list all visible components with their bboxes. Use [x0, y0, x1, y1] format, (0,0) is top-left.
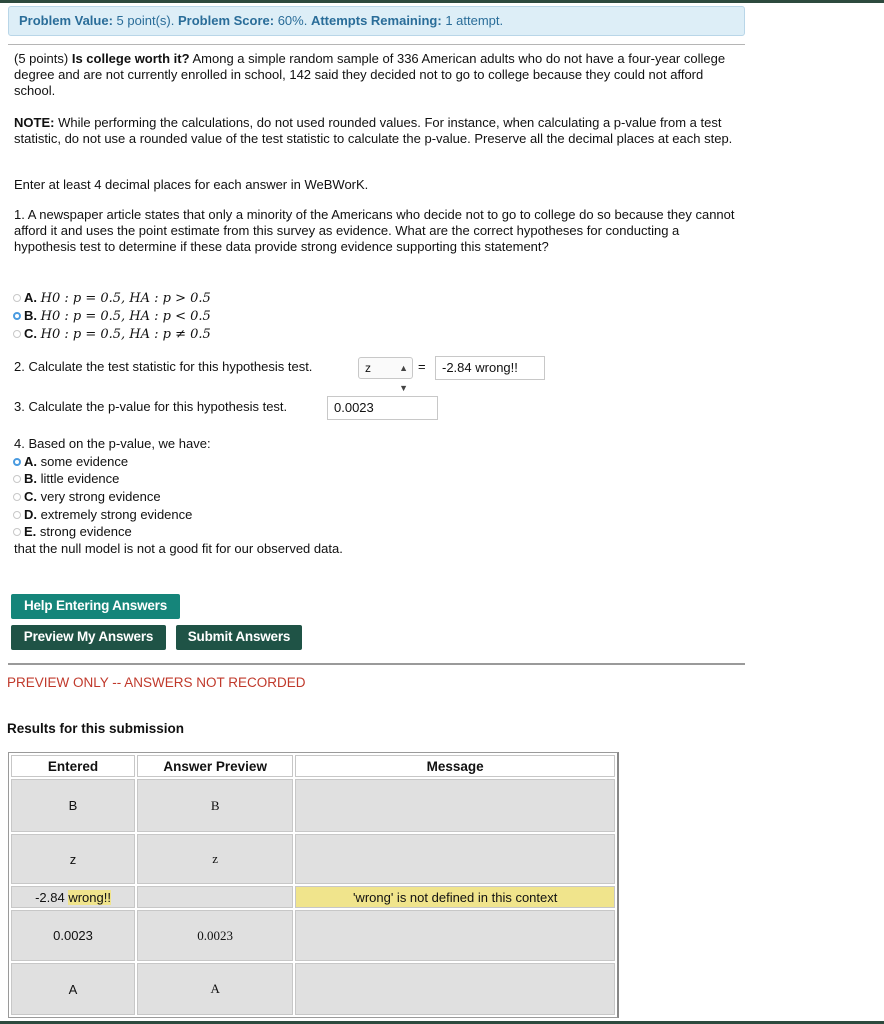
option-text: H0 : p = 0.5, HA : p > 0.5 [40, 291, 211, 306]
option-text: very strong evidence [40, 489, 161, 504]
entered-cell: B [11, 779, 135, 832]
top-bar [0, 0, 884, 3]
note [14, 115, 740, 147]
q3-text: 3. Calculate the p-value for this hypothesis test. [14, 399, 288, 414]
radio-icon[interactable] [13, 493, 21, 501]
option-text: little evidence [40, 471, 120, 486]
entered-cell: z [11, 834, 135, 884]
entered-cell: A [11, 963, 135, 1015]
header-answer-preview: Answer Preview [137, 755, 293, 777]
option-letter: B. [24, 471, 37, 486]
select-value: z [365, 361, 371, 375]
q4-option-b[interactable] [13, 470, 119, 487]
radio-icon[interactable] [13, 475, 21, 483]
option-letter: A. [24, 454, 37, 469]
option-letter: C. [24, 489, 37, 504]
table-header-row [11, 755, 615, 777]
preview-cell: 0.0023 [137, 910, 293, 961]
q1-option-b[interactable] [13, 307, 211, 324]
results-title: Results for this submission [7, 721, 185, 736]
q4-option-a[interactable] [13, 453, 128, 470]
attempts-label: Attempts Remaining: [310, 13, 442, 28]
message-cell [295, 779, 615, 832]
option-letter: C. [24, 326, 37, 341]
value-label: Problem Value: [19, 13, 113, 28]
q2-text: 2. Calculate the test statistic for this hypothesis test. [14, 359, 313, 374]
q4-option-c[interactable] [13, 488, 161, 505]
radio-icon[interactable] [13, 528, 21, 536]
radio-icon[interactable] [13, 294, 21, 302]
option-letter: A. [24, 290, 37, 305]
option-letter: E. [24, 524, 37, 539]
preview-notice: PREVIEW ONLY -- ANSWERS NOT RECORDED [7, 675, 306, 690]
table-row [11, 779, 615, 832]
entered-cell [11, 886, 135, 908]
message-cell [295, 963, 615, 1015]
q1-option-c[interactable] [13, 325, 211, 342]
help-entering-answers-button[interactable]: Help Entering Answers [11, 594, 180, 619]
score: 60%. [277, 13, 308, 28]
q4-tail: that the null model is not a good fit for our observed data. [14, 541, 343, 556]
entered-value: -2.84 [35, 889, 65, 905]
statistic-select[interactable] [358, 357, 413, 393]
attempts: 1 attempt. [445, 13, 504, 28]
entered-cell: 0.0023 [11, 910, 135, 961]
value: 5 point(s). [116, 13, 175, 28]
decimals-instruction: Enter at least 4 decimal places for each answer in WeBWorK. [14, 177, 369, 192]
problem-intro [14, 51, 740, 99]
results-table [8, 752, 619, 1018]
header-message: Message [295, 755, 615, 777]
radio-icon[interactable] [13, 511, 21, 519]
error-message-cell: 'wrong' is not defined in this context [295, 886, 615, 908]
message-cell [295, 910, 615, 961]
p-value-input[interactable]: 0.0023 [327, 396, 438, 420]
table-row [11, 886, 615, 908]
option-text: some evidence [40, 454, 129, 469]
preview-cell [137, 886, 293, 908]
points: (5 points) [14, 51, 69, 66]
q4-option-e[interactable] [13, 523, 132, 540]
preview-cell: A [137, 963, 293, 1015]
note-label: NOTE: [14, 115, 55, 130]
option-letter: D. [24, 507, 37, 522]
problem-status-bar [8, 6, 745, 36]
score-label: Problem Score: [177, 13, 275, 28]
table-row [11, 963, 615, 1015]
option-text: extremely strong evidence [40, 507, 193, 522]
equals-sign: = [418, 359, 426, 374]
radio-icon[interactable] [13, 330, 21, 338]
problem-title: Is college worth it? [71, 51, 190, 66]
option-text: strong evidence [39, 524, 132, 539]
radio-checked-icon[interactable] [13, 458, 21, 466]
test-statistic-input[interactable]: -2.84 wrong!! [435, 356, 545, 380]
preview-cell: z [137, 834, 293, 884]
message-cell [295, 834, 615, 884]
q1-text: 1. A newspaper article states that only a minority of the Americans who decide not to go to college do so because they cannot afford it and uses the point estimate from this survey as evidence. What are the correct hypotheses for conducting a hypothesis test to determine if these data provide strong evidence supporting this statement? [14, 207, 735, 254]
table-row [11, 910, 615, 961]
option-text: H0 : p = 0.5, HA : p ≠ 0.5 [40, 327, 211, 342]
preview-cell: B [137, 779, 293, 832]
q4-option-d[interactable] [13, 506, 192, 523]
q1-option-a[interactable] [13, 289, 211, 306]
option-text: H0 : p = 0.5, HA : p < 0.5 [40, 309, 211, 324]
chevron-updown-icon: ▲ ▼ [399, 363, 408, 393]
option-letter: B. [24, 308, 37, 323]
submit-answers-button[interactable]: Submit Answers [176, 625, 302, 650]
preview-answers-button[interactable]: Preview My Answers [11, 625, 166, 650]
note-text: While performing the calculations, do not used rounded values. For instance, when calculating a p-value from a test statistic, do not use a rounded value of the test statistic to calculate the p-value. Preserve all the decimal places at each step. [14, 115, 733, 146]
error-highlight: wrong!! [68, 889, 111, 905]
table-row [11, 834, 615, 884]
intro-text: Among a simple random sample of 336 American adults who do not have a four-year college degree and are not currently enrolled in school, 142 said they decided not to go to college because they could not afford school. [14, 51, 726, 98]
header-entered: Entered [11, 755, 135, 777]
q4-text: 4. Based on the p-value, we have: [14, 436, 211, 451]
divider [8, 44, 745, 45]
radio-checked-icon[interactable] [13, 312, 21, 320]
divider [8, 663, 745, 665]
